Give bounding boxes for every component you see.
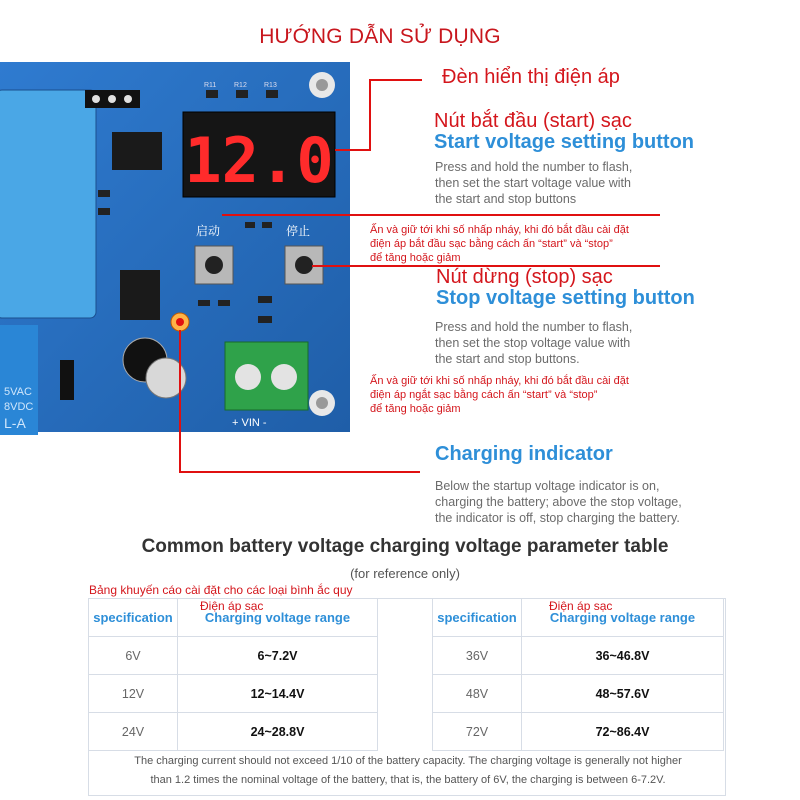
btn-start-label: 启动 bbox=[196, 224, 221, 238]
indicator-title: Charging indicator bbox=[435, 443, 613, 465]
btn-stop-label: 停止 bbox=[286, 224, 311, 238]
left-table bbox=[88, 598, 378, 751]
table-row: 36V 36~46.8V bbox=[433, 637, 724, 675]
page-title: HƯỚNG DẪN SỬ DỤNG bbox=[259, 25, 501, 48]
svg-text:R12: R12 bbox=[234, 82, 247, 89]
start-title-vn: Nút bắt đầu (start) sạc bbox=[434, 110, 632, 132]
table-title: Common battery voltage charging voltage parameter table bbox=[141, 536, 669, 557]
left-header-spec: specification bbox=[89, 599, 178, 637]
display-label: Đèn hiển thị điện áp bbox=[442, 66, 620, 88]
vin-label: + VIN - bbox=[232, 417, 267, 429]
right-header-range: Charging voltage range bbox=[522, 599, 724, 637]
right-header-spec: specification bbox=[433, 599, 522, 637]
stop-title-vn: Nút dừng (stop) sạc bbox=[436, 266, 613, 288]
start-note-vn: Ấn và giữ tới khi số nhấp nháy, khi đó bắt đầu cài đặt điện áp bắt đầu sạc bằng cách ấn “start” và “stop” để tăng hoặc giảm bbox=[370, 224, 629, 264]
left-col-vn: Điện áp sạc bbox=[200, 599, 264, 613]
table-note-vn: Bảng khuyến cáo cài đặt cho các loại bình ắc quy bbox=[89, 583, 353, 597]
stop-note-vn: Ấn và giữ tới khi số nhấp nháy, khi đó bắt đầu cài đặt điện áp ngắt sạc bằng cách ấn “start” và “stop” để tăng hoặc giảm bbox=[370, 375, 629, 415]
table-row: 6V 6~7.2V bbox=[89, 637, 378, 675]
left-header-range: Charging voltage range bbox=[178, 599, 378, 637]
stop-desc: Press and hold the number to flash, then set the stop voltage value with the start and stop buttons. bbox=[435, 320, 633, 366]
table-row: 24V 24~28.8V bbox=[89, 713, 378, 751]
relay-text-3: L-A bbox=[4, 415, 26, 431]
table-row: 48V 48~57.6V bbox=[433, 675, 724, 713]
relay-text-2: 8VDC bbox=[4, 401, 34, 413]
right-table bbox=[432, 598, 724, 751]
indicator-desc: Below the startup voltage indicator is on, charging the battery; above the stop voltage, the indicator is off, stop charging the battery. bbox=[435, 479, 682, 525]
table-footer: The charging current should not exceed 1/10 of the battery capacity. The charging voltage is generally not higher than 1.2 times the nominal voltage of the battery, that is, the battery of 6V, the charging is between 6-7.2V. bbox=[134, 755, 682, 786]
display-digits: 12.0 bbox=[184, 124, 334, 197]
table-subtitle: (for reference only) bbox=[350, 566, 460, 581]
start-desc: Press and hold the number to flash, then set the start voltage value with the start and stop buttons bbox=[435, 160, 633, 206]
relay-text-1: 5VAC bbox=[4, 386, 32, 398]
table-row: 72V 72~86.4V bbox=[433, 713, 724, 751]
svg-text:R11: R11 bbox=[204, 82, 217, 89]
right-col-vn: Điện áp sạc bbox=[549, 599, 613, 613]
stop-title-en: Stop voltage setting button bbox=[436, 287, 695, 309]
start-title-en: Start voltage setting button bbox=[434, 131, 694, 153]
svg-text:R13: R13 bbox=[264, 82, 277, 89]
table-row: 12V 12~14.4V bbox=[89, 675, 378, 713]
